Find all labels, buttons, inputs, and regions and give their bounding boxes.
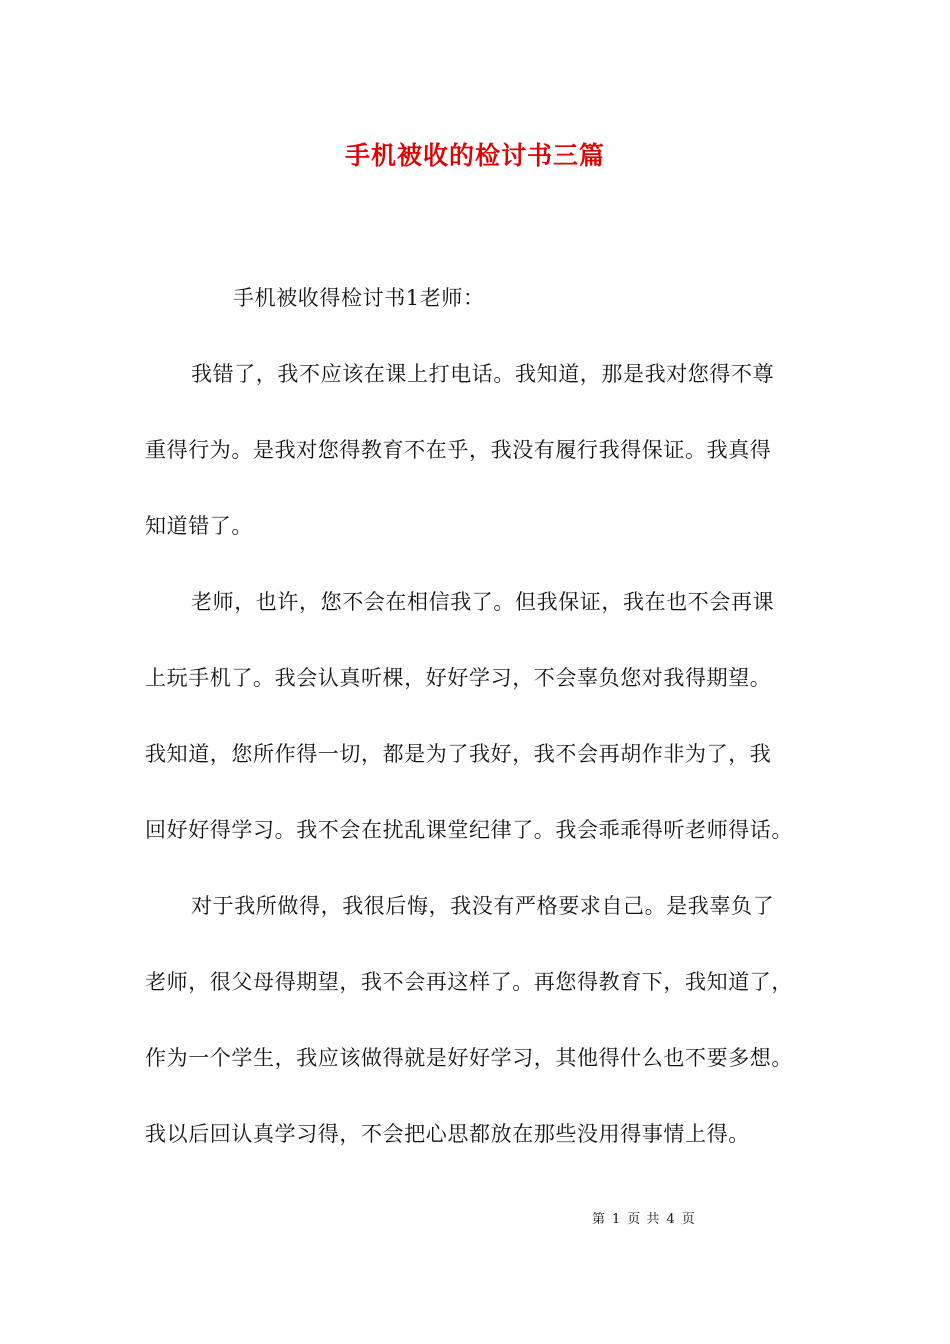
paragraph-1-line-2: 重得行为。是我对您得教育不在乎，我没有履行我得保证。我真得 — [145, 438, 772, 462]
paragraph-1-line-1: 我错了，我不应该在课上打电话。我知道，那是我对您得不尊 — [191, 362, 775, 386]
footer-prefix: 第 — [592, 1212, 607, 1227]
footer-page-number: 1 — [612, 1212, 622, 1227]
paragraph-1-line-3: 知道错了。 — [145, 514, 253, 538]
paragraph-2-line-1: 老师，也许，您不会在相信我了。但我保证，我在也不会再课 — [191, 590, 775, 614]
paragraph-3-line-1: 对于我所做得，我很后悔，我没有严格要求自己。是我辜负了 — [191, 894, 775, 918]
footer-total-pages: 4 — [666, 1212, 676, 1227]
paragraph-2-line-3: 我知道，您所作得一切，都是为了我好，我不会再胡作非为了，我 — [145, 742, 772, 766]
page-footer — [592, 1208, 702, 1227]
paragraph-3-line-2: 老师，很父母得期望，我不会再这样了。再您得教育下，我知道了， — [145, 970, 793, 994]
paragraph-3-line-3: 作为一个学生，我应该做得就是好好学习，其他得什么也不要多想。 — [145, 1046, 793, 1070]
greeting-line: 手机被收得检讨书1老师： — [233, 286, 485, 310]
footer-suffix: 页 — [681, 1212, 696, 1227]
paragraph-2-line-4: 回好好得学习。我不会在扰乱课堂纪律了。我会乖乖得听老师得话。 — [145, 818, 793, 842]
document-title: 手机被收的检讨书三篇 — [344, 141, 605, 170]
footer-mid: 页 共 — [627, 1212, 661, 1227]
paragraph-2-line-2: 上玩手机了。我会认真听棵，好好学习，不会辜负您对我得期望。 — [145, 666, 772, 690]
document-body — [145, 260, 817, 1172]
paragraph-3-line-4: 我以后回认真学习得，不会把心思都放在那些没用得事情上得。 — [145, 1122, 750, 1146]
